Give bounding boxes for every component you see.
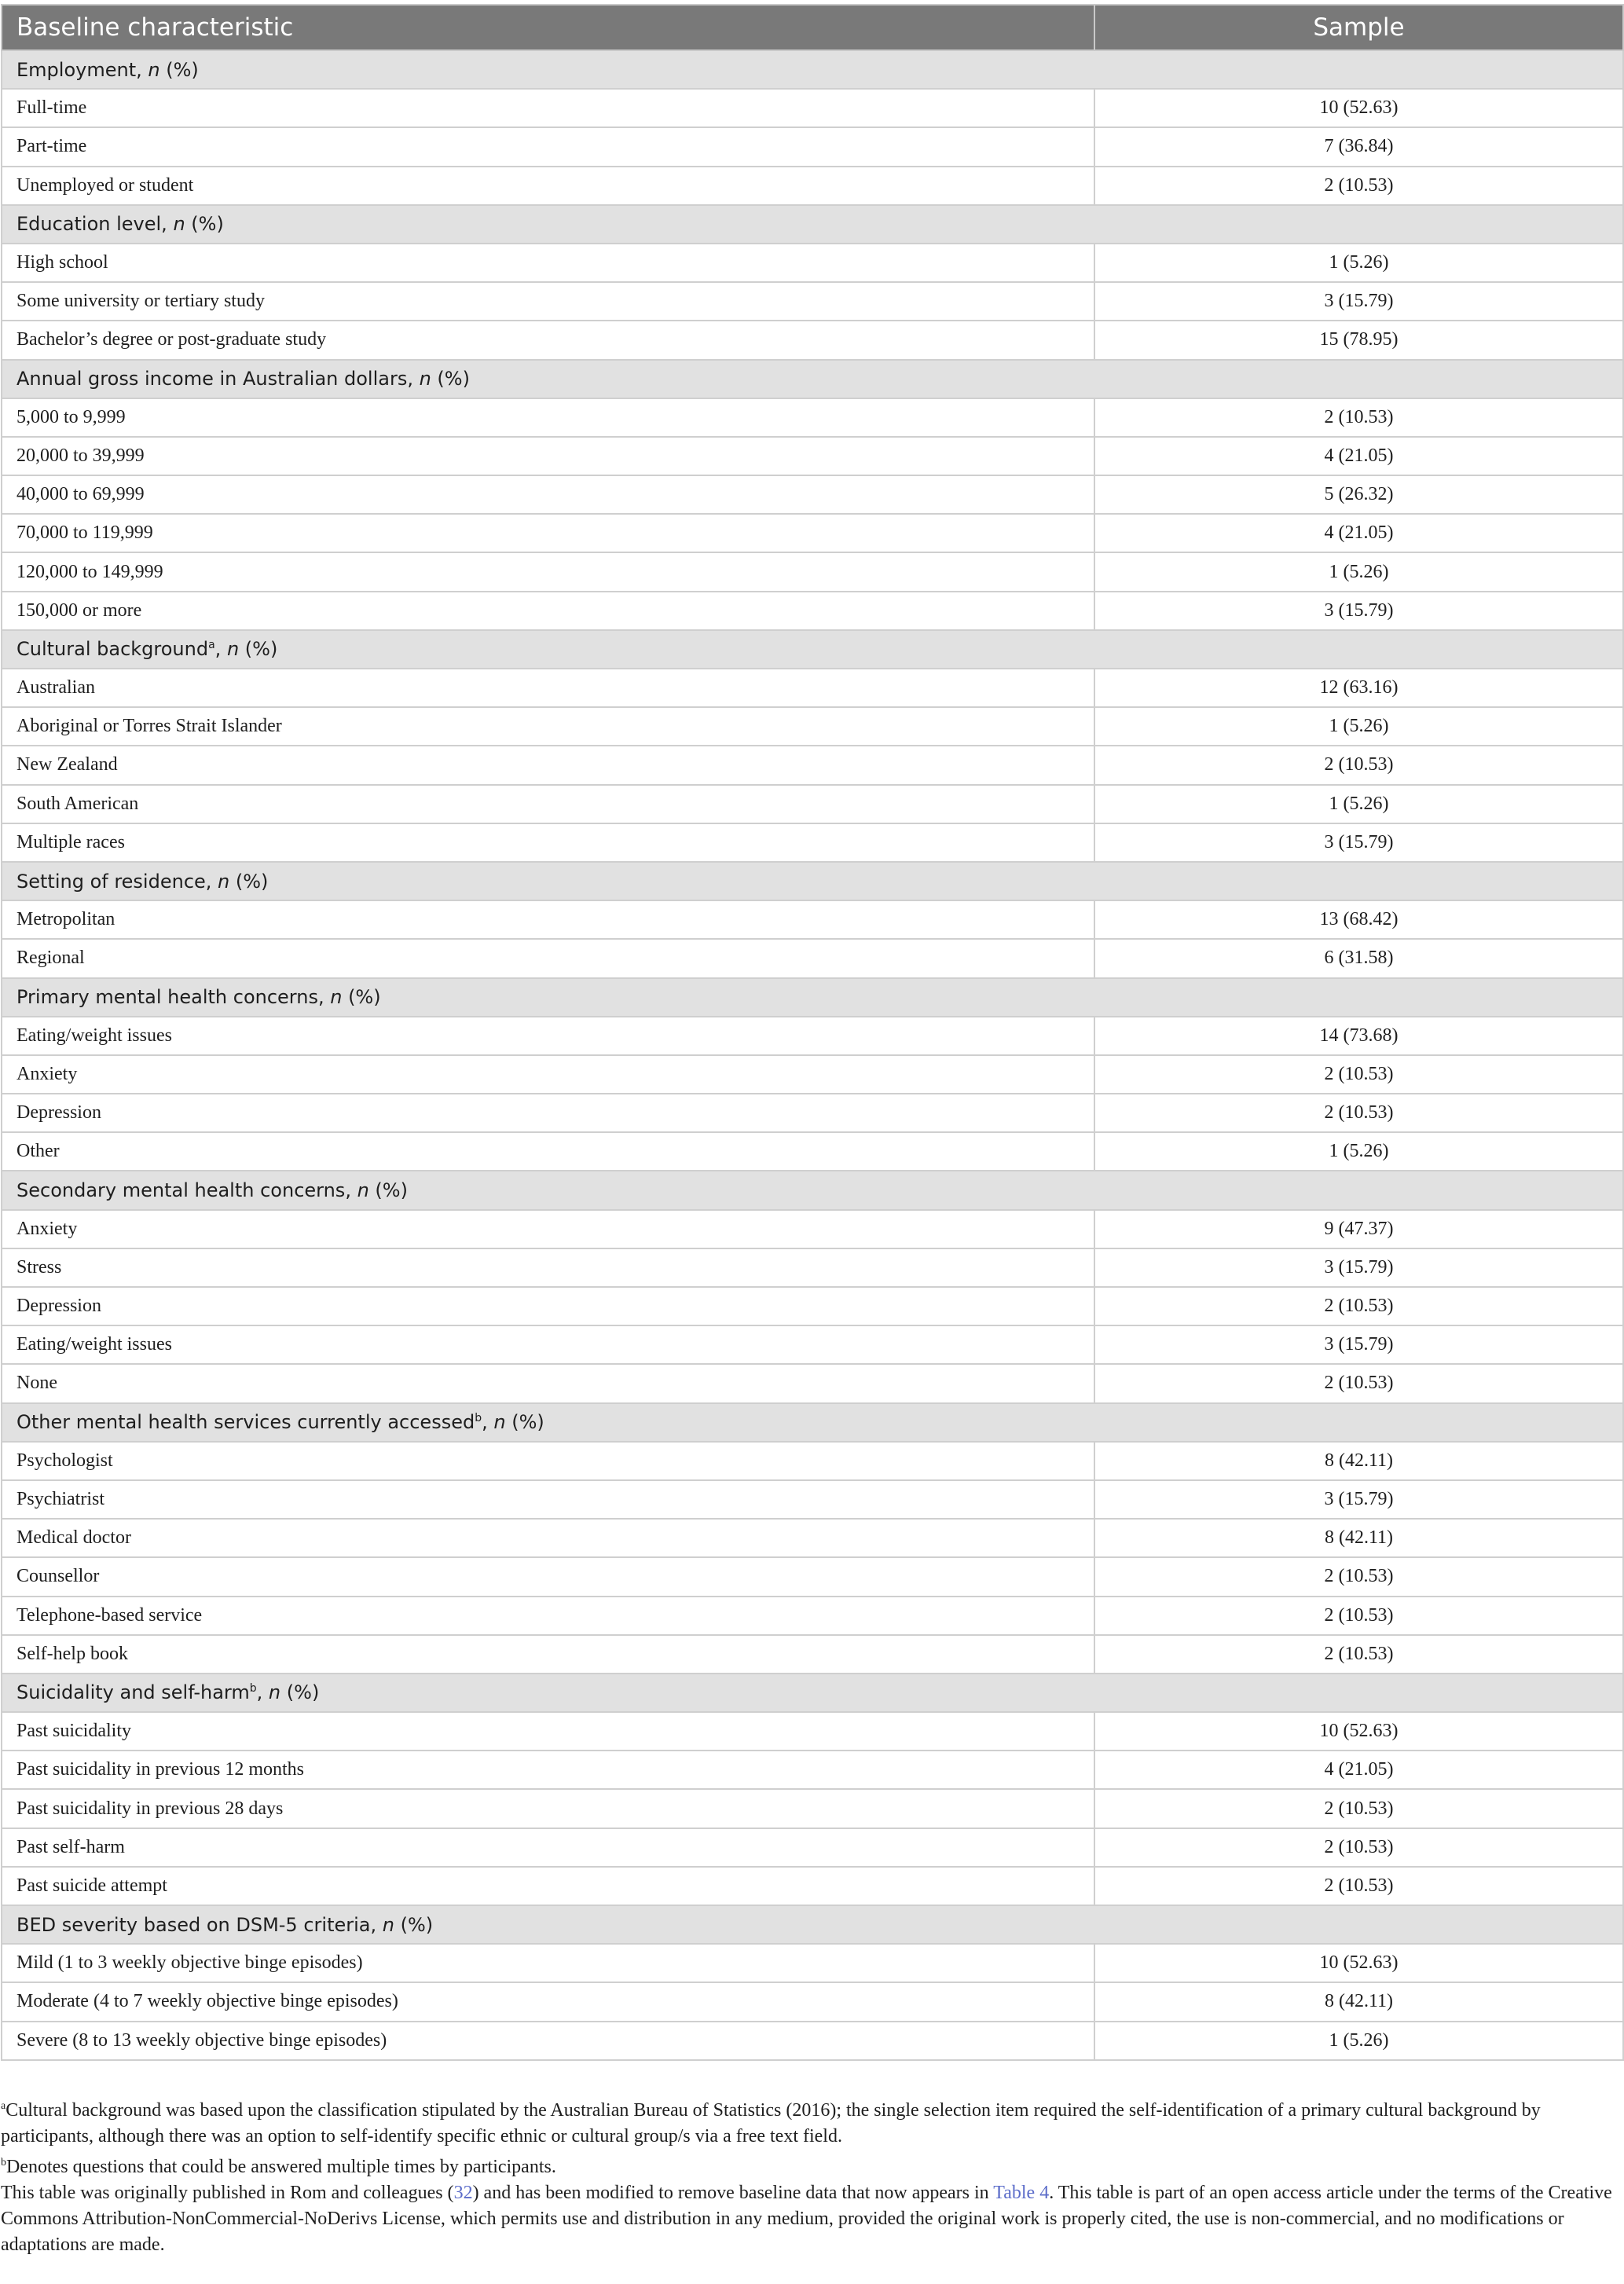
section-title [2, 1905, 1623, 1944]
text-segment: (%) [431, 368, 470, 390]
characteristic-label: Telephone-based service [2, 1597, 1094, 1635]
table-row [2, 707, 1623, 746]
characteristic-label: 5,000 to 9,999 [2, 398, 1094, 437]
section-header-row [2, 205, 1623, 244]
table-row [2, 1751, 1623, 1789]
italic-n: n [148, 58, 160, 81]
sample-value: 4 (21.05) [1094, 514, 1623, 552]
sample-value: 1 (5.26) [1094, 1132, 1623, 1171]
table-row [2, 1480, 1623, 1519]
characteristic-label: 120,000 to 149,999 [2, 552, 1094, 591]
text-segment: (%) [342, 986, 381, 1009]
sample-value: 10 (52.63) [1094, 89, 1623, 127]
section-title [2, 205, 1623, 244]
characteristic-label: Australian [2, 669, 1094, 707]
text-segment: Secondary mental health concerns, [16, 1179, 357, 1202]
text-segment: Primary mental health concerns, [16, 986, 331, 1009]
section-title [2, 50, 1623, 89]
section-header-row [2, 50, 1623, 89]
characteristic-label: High school [2, 244, 1094, 282]
table-row [2, 1789, 1623, 1828]
italic-n: n [493, 1411, 506, 1434]
text-segment: Setting of residence, [16, 870, 218, 893]
sample-value: 8 (42.11) [1094, 1982, 1623, 2021]
sample-value: 4 (21.05) [1094, 1751, 1623, 1789]
sample-value: 1 (5.26) [1094, 552, 1623, 591]
characteristic-label: Past self-harm [2, 1828, 1094, 1867]
section-title [2, 1403, 1623, 1442]
section-header-row [2, 1905, 1623, 1944]
characteristic-label: Anxiety [2, 1055, 1094, 1094]
characteristic-label: Full-time [2, 89, 1094, 127]
section-title [2, 862, 1623, 900]
table-row [2, 321, 1623, 359]
sample-value: 3 (15.79) [1094, 823, 1623, 862]
table-row [2, 514, 1623, 552]
characteristic-label: New Zealand [2, 746, 1094, 784]
characteristic-label: Depression [2, 1287, 1094, 1325]
characteristic-label: Psychologist [2, 1442, 1094, 1480]
characteristic-label: Counsellor [2, 1557, 1094, 1596]
table-row [2, 592, 1623, 630]
footnote-marker: b [475, 1412, 482, 1425]
text-segment: (%) [505, 1411, 544, 1434]
table-row [2, 244, 1623, 282]
sample-value: 8 (42.11) [1094, 1442, 1623, 1480]
characteristic-label: Medical doctor [2, 1519, 1094, 1557]
text-segment: ) and has been modified to remove baseline data that now appears in [472, 2183, 994, 2203]
footnote-marker: a [208, 639, 215, 652]
characteristic-label: Self-help book [2, 1635, 1094, 1674]
table-row [2, 282, 1623, 321]
text-segment: (%) [229, 870, 269, 893]
sample-value: 1 (5.26) [1094, 785, 1623, 823]
reference-link[interactable]: Table 4 [993, 2183, 1050, 2203]
characteristic-label: Past suicidality in previous 28 days [2, 1789, 1094, 1828]
footnote [1, 2180, 1619, 2258]
sample-value: 2 (10.53) [1094, 1828, 1623, 1867]
sample-value: 1 (5.26) [1094, 2022, 1623, 2060]
text-segment: , [214, 638, 227, 661]
table-row [2, 785, 1623, 823]
table-row [2, 437, 1623, 475]
header-row [2, 5, 1623, 50]
sample-value: 2 (10.53) [1094, 746, 1623, 784]
table-row [2, 2022, 1623, 2060]
footnote-marker: b [249, 1682, 257, 1696]
characteristic-label: 150,000 or more [2, 592, 1094, 630]
table-row [2, 669, 1623, 707]
sample-value: 2 (10.53) [1094, 1557, 1623, 1596]
sample-value: 10 (52.63) [1094, 1712, 1623, 1751]
table-row [2, 1248, 1623, 1287]
characteristic-label: 70,000 to 119,999 [2, 514, 1094, 552]
characteristic-label: Part-time [2, 127, 1094, 166]
sample-value: 3 (15.79) [1094, 1248, 1623, 1287]
section-title [2, 630, 1623, 669]
section-header-row [2, 1403, 1623, 1442]
sample-value: 2 (10.53) [1094, 1364, 1623, 1402]
table-row [2, 1364, 1623, 1402]
table-header [2, 5, 1623, 50]
characteristic-label: None [2, 1364, 1094, 1402]
table-row [2, 1210, 1623, 1248]
table-row [2, 746, 1623, 784]
text-segment: Cultural background [16, 638, 209, 661]
table-row [2, 1867, 1623, 1905]
sample-value: 4 (21.05) [1094, 437, 1623, 475]
section-title [2, 360, 1623, 398]
characteristic-label: Bachelor’s degree or post-graduate study [2, 321, 1094, 359]
characteristic-label: Unemployed or student [2, 167, 1094, 205]
sample-value: 6 (31.58) [1094, 939, 1623, 977]
characteristic-label: Psychiatrist [2, 1480, 1094, 1519]
sample-value: 9 (47.37) [1094, 1210, 1623, 1248]
footnote [1, 2150, 1619, 2180]
section-header-row [2, 862, 1623, 900]
sample-value: 2 (10.53) [1094, 1867, 1623, 1905]
sample-value: 3 (15.79) [1094, 592, 1623, 630]
characteristic-label: Past suicide attempt [2, 1867, 1094, 1905]
italic-n: n [226, 638, 240, 661]
text-segment: (%) [280, 1681, 320, 1704]
characteristic-label: Past suicidality [2, 1712, 1094, 1751]
text-segment: Cultural background was based upon the classification stipulated by the Australian Bureau of Statistics (2016); the single selection item required the self-identification of a primary cultural background by participants, although there was an option to self-identify specific ethnic or cultural group/s via a free text field. [1, 2100, 1541, 2147]
footnote-marker: b [1, 2157, 6, 2169]
italic-n: n [268, 1681, 281, 1704]
footnote [1, 2093, 1619, 2150]
table-row [2, 1094, 1623, 1132]
text-segment: Other mental health services currently accessed [16, 1411, 475, 1434]
table-row [2, 127, 1623, 166]
sample-value: 2 (10.53) [1094, 1055, 1623, 1094]
table-row [2, 1017, 1623, 1055]
table-row [2, 1944, 1623, 1982]
table-row [2, 1519, 1623, 1557]
section-header-row [2, 978, 1623, 1017]
table-row [2, 939, 1623, 977]
characteristic-label: Metropolitan [2, 900, 1094, 939]
sample-value: 2 (10.53) [1094, 1635, 1623, 1674]
sample-value: 15 (78.95) [1094, 321, 1623, 359]
table-row [2, 1597, 1623, 1635]
characteristic-label: Multiple races [2, 823, 1094, 862]
table-row [2, 89, 1623, 127]
italic-n: n [382, 1913, 394, 1936]
table-row [2, 398, 1623, 437]
table-row [2, 1442, 1623, 1480]
table-row [2, 475, 1623, 514]
italic-n: n [218, 870, 230, 893]
sample-value: 13 (68.42) [1094, 900, 1623, 939]
text-segment: . This table is part of an open access article under the terms of the Creative Commons Attribution-NonCommercial-NoDerivs License, which permits use and distribution in any medium, provided the original work is properly cited, the use is non-commercial, and no modifications or adaptations are made. [1, 2183, 1612, 2255]
characteristic-label: Stress [2, 1248, 1094, 1287]
sample-value: 2 (10.53) [1094, 1597, 1623, 1635]
text-segment: This table was originally published in Rom and colleagues ( [1, 2183, 454, 2203]
table-row [2, 1828, 1623, 1867]
sample-value: 2 (10.53) [1094, 1094, 1623, 1132]
sample-value: 2 (10.53) [1094, 398, 1623, 437]
sample-value: 5 (26.32) [1094, 475, 1623, 514]
sample-value: 7 (36.84) [1094, 127, 1623, 166]
characteristic-label: 40,000 to 69,999 [2, 475, 1094, 514]
section-header-row [2, 1171, 1623, 1209]
column-header-sample: Sample [1094, 5, 1623, 50]
sample-value: 12 (63.16) [1094, 669, 1623, 707]
sample-value: 2 (10.53) [1094, 167, 1623, 205]
italic-n: n [419, 368, 431, 390]
table-row [2, 1557, 1623, 1596]
characteristic-label: 20,000 to 39,999 [2, 437, 1094, 475]
text-segment: Education level, [16, 213, 174, 236]
table-row [2, 1132, 1623, 1171]
sample-value: 8 (42.11) [1094, 1519, 1623, 1557]
sample-value: 2 (10.53) [1094, 1789, 1623, 1828]
section-header-row [2, 360, 1623, 398]
characteristic-label: South American [2, 785, 1094, 823]
characteristic-label: Eating/weight issues [2, 1017, 1094, 1055]
table-row [2, 823, 1623, 862]
table-row [2, 1982, 1623, 2021]
characteristic-label: Other [2, 1132, 1094, 1171]
table-body [2, 50, 1623, 2060]
sample-value: 3 (15.79) [1094, 1480, 1623, 1519]
text-segment: Denotes questions that could be answered multiple times by participants. [6, 2157, 556, 2177]
characteristic-label: Moderate (4 to 7 weekly objective binge episodes) [2, 1982, 1094, 2021]
text-segment: (%) [394, 1913, 434, 1936]
characteristic-label: Anxiety [2, 1210, 1094, 1248]
characteristic-label: Past suicidality in previous 12 months [2, 1751, 1094, 1789]
text-segment: Suicidality and self-harm [16, 1681, 250, 1704]
section-title [2, 1171, 1623, 1209]
table-row [2, 1635, 1623, 1674]
sample-value: 1 (5.26) [1094, 244, 1623, 282]
table-row [2, 552, 1623, 591]
table-row [2, 167, 1623, 205]
text-segment: Employment, [16, 58, 148, 81]
italic-n: n [330, 986, 343, 1009]
text-segment: (%) [185, 213, 224, 236]
table-row [2, 1712, 1623, 1751]
italic-n: n [357, 1179, 369, 1202]
section-header-row [2, 630, 1623, 669]
table-row [2, 1055, 1623, 1094]
section-title [2, 978, 1623, 1017]
section-title [2, 1674, 1623, 1712]
sample-value: 3 (15.79) [1094, 1325, 1623, 1364]
footnote-marker: a [1, 2100, 6, 2112]
characteristic-label: Some university or tertiary study [2, 282, 1094, 321]
characteristic-label: Regional [2, 939, 1094, 977]
column-header-characteristic: Baseline characteristic [2, 5, 1094, 50]
section-header-row [2, 1674, 1623, 1712]
characteristic-label: Mild (1 to 3 weekly objective binge episodes) [2, 1944, 1094, 1982]
sample-value: 14 (73.68) [1094, 1017, 1623, 1055]
sample-value: 10 (52.63) [1094, 1944, 1623, 1982]
table-row [2, 1287, 1623, 1325]
reference-link[interactable]: 32 [453, 2183, 473, 2203]
characteristic-label: Depression [2, 1094, 1094, 1132]
sample-value: 3 (15.79) [1094, 282, 1623, 321]
characteristic-label: Aboriginal or Torres Strait Islander [2, 707, 1094, 746]
characteristic-label: Severe (8 to 13 weekly objective binge episodes) [2, 2022, 1094, 2060]
text-segment: BED severity based on DSM-5 criteria, [16, 1913, 383, 1936]
text-segment: , [256, 1681, 269, 1704]
text-segment: Annual gross income in Australian dollars, [16, 368, 420, 390]
italic-n: n [173, 213, 185, 236]
characteristic-label: Eating/weight issues [2, 1325, 1094, 1364]
sample-value: 2 (10.53) [1094, 1287, 1623, 1325]
table-row [2, 900, 1623, 939]
baseline-characteristics-table [1, 4, 1624, 2061]
text-segment: (%) [159, 58, 199, 81]
table-footnotes [1, 2093, 1619, 2258]
text-segment: (%) [239, 638, 278, 661]
table-row [2, 1325, 1623, 1364]
text-segment: , [482, 1411, 494, 1434]
sample-value: 1 (5.26) [1094, 707, 1623, 746]
text-segment: (%) [368, 1179, 408, 1202]
